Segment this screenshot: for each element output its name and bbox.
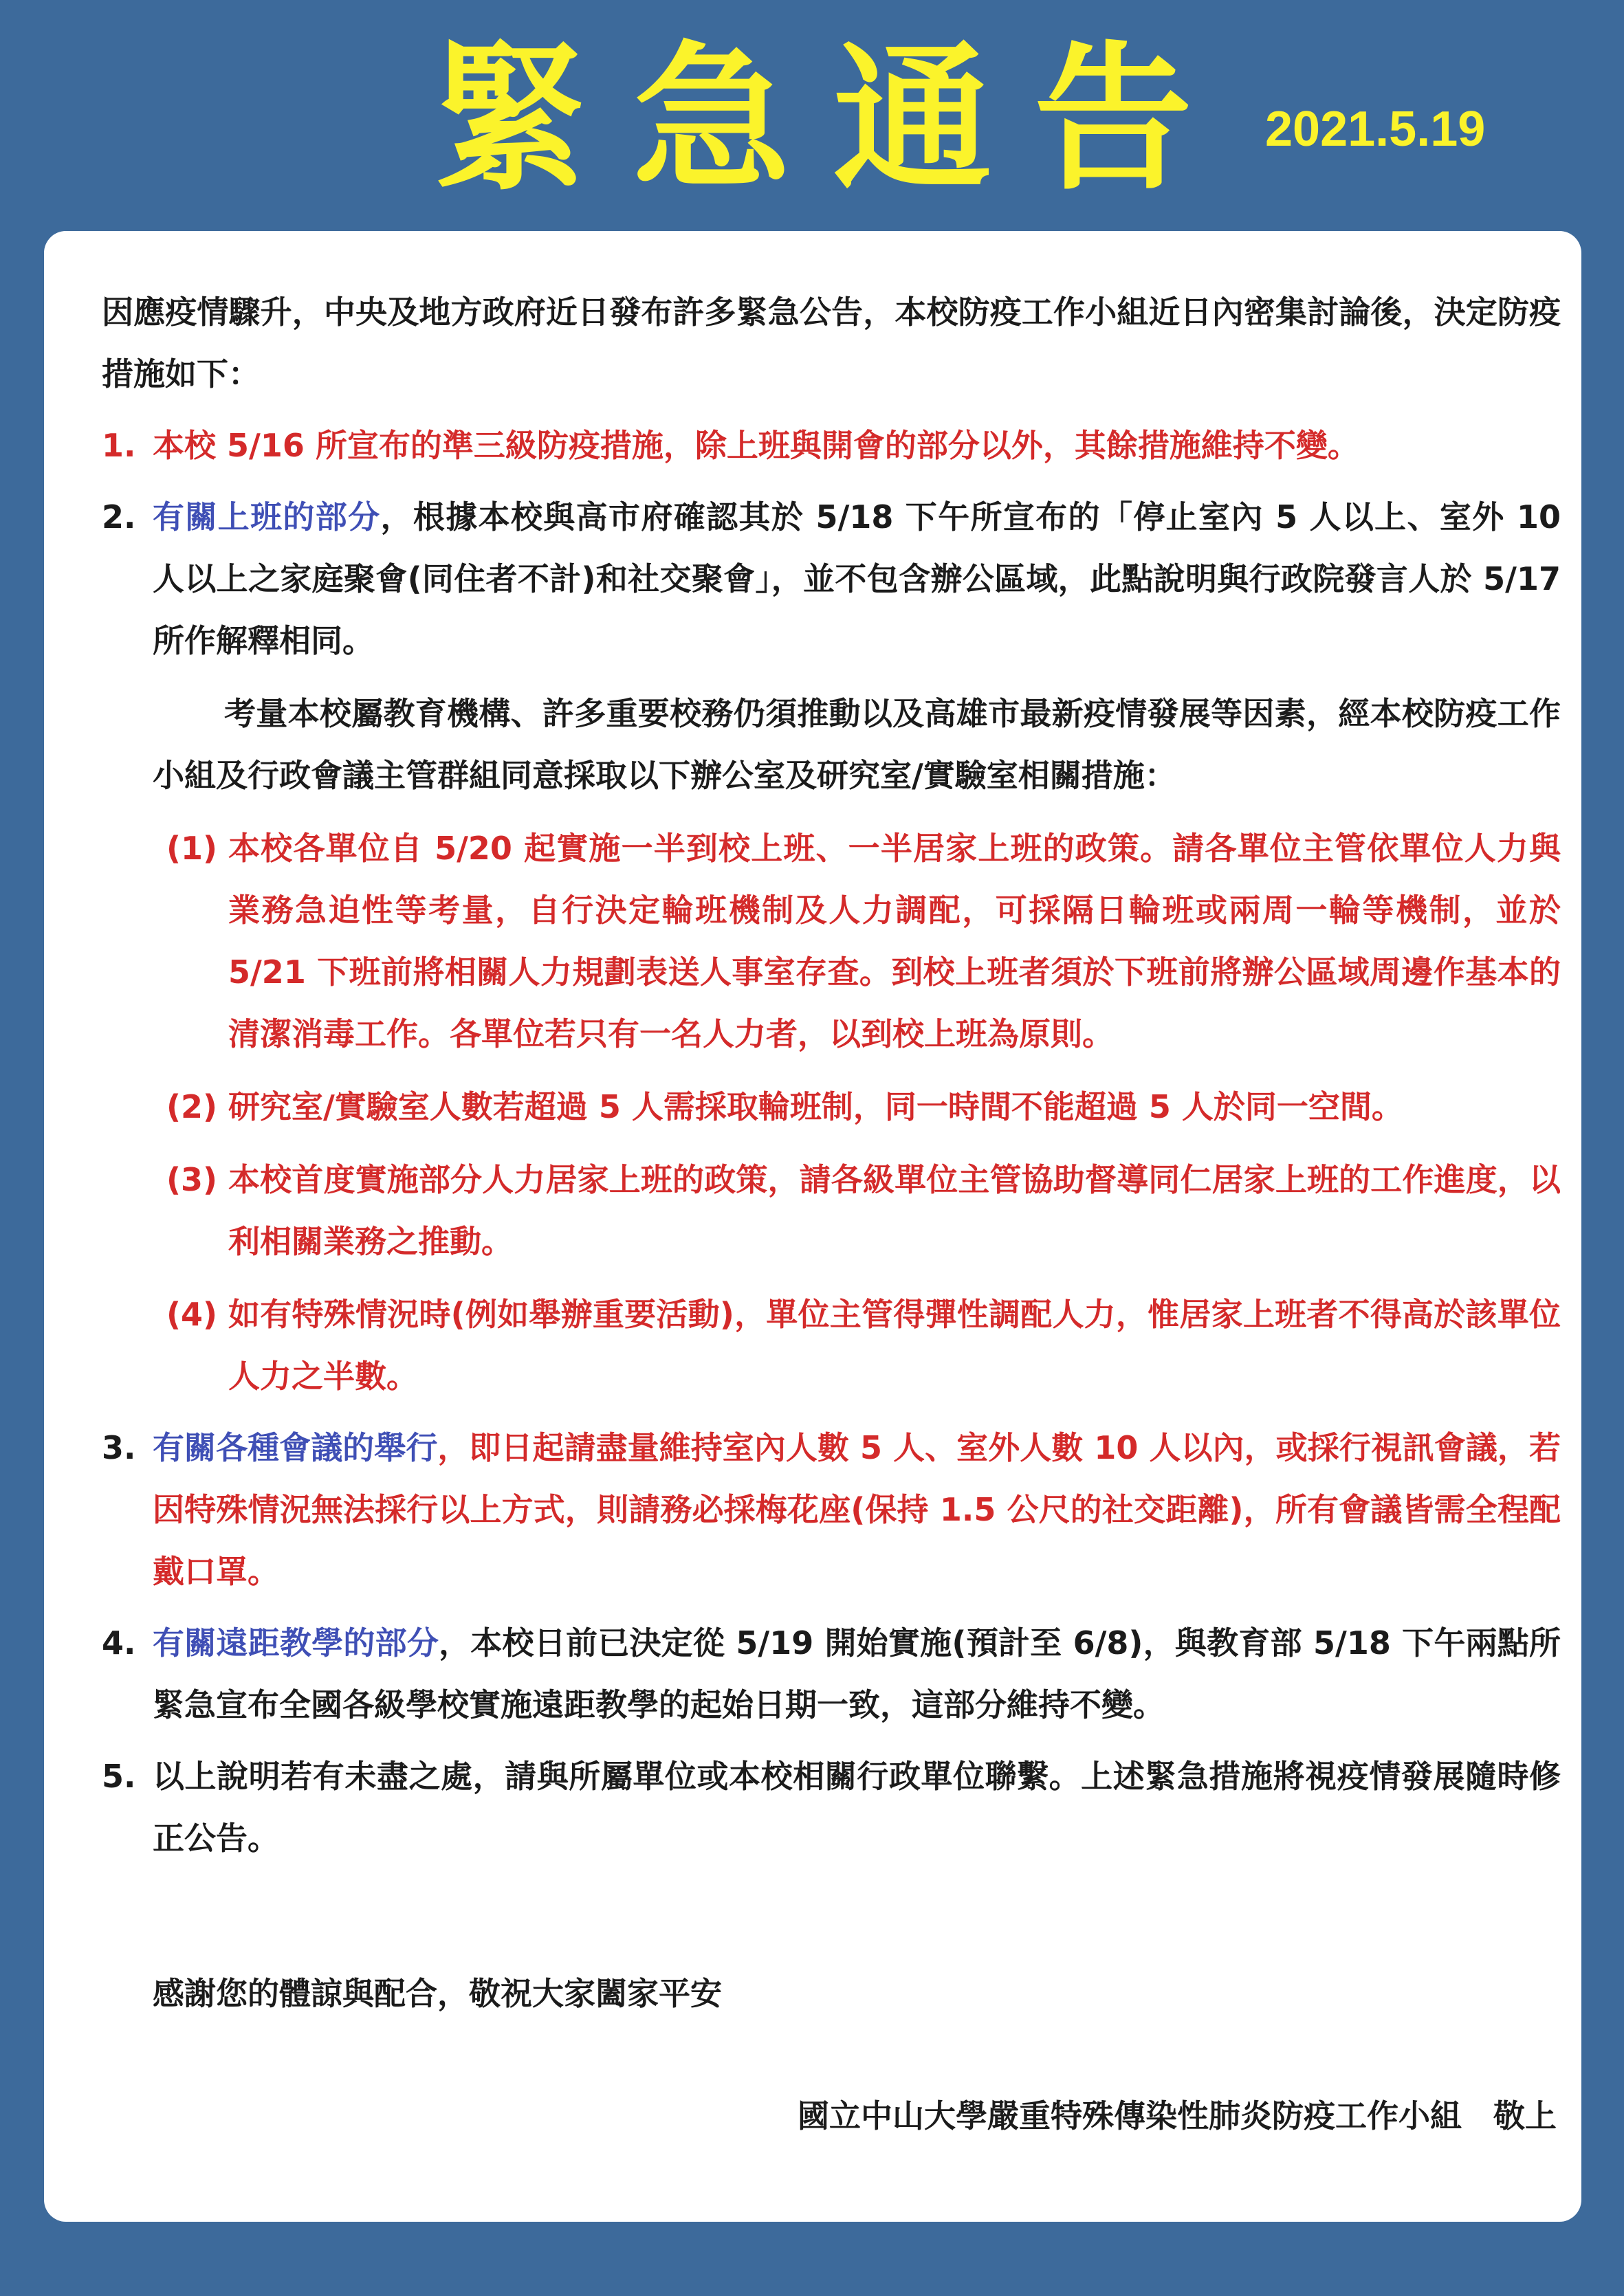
item-number: 4. <box>102 1624 136 1662</box>
sub-item-number: (3) <box>166 1161 218 1198</box>
item-body <box>153 486 1561 672</box>
sub-item-text: 如有特殊情況時(例如舉辦重要活動)，單位主管得彈性調配人力，惟居家上班者不得高於該單位人力之半數。 <box>228 1296 1561 1395</box>
notice-title: 緊急通告 <box>432 28 1235 212</box>
item-body <box>153 1417 1561 1602</box>
notice-date: 2021.5.19 <box>1265 102 1486 157</box>
sub-item-number: (2) <box>166 1088 218 1125</box>
sub-item-number: (4) <box>166 1296 218 1333</box>
sub-item-4 <box>166 1283 1561 1407</box>
item-text: 以上說明若有未盡之處，請與所屬單位或本校相關行政單位聯繫。上述緊急措施將視疫情發展隨時修正公告。 <box>153 1758 1561 1857</box>
item-lead: 有關各種會議的舉行 <box>153 1429 438 1466</box>
item-number: 5. <box>102 1758 136 1795</box>
notice-content <box>102 281 1561 2147</box>
item-number: 2. <box>102 498 136 536</box>
list-item-4 <box>102 1612 1561 1736</box>
list-item-5 <box>102 1745 1561 1869</box>
item-number: 1. <box>102 427 136 464</box>
item-number: 3. <box>102 1429 136 1466</box>
sub-item-2 <box>166 1076 1561 1138</box>
signature: 國立中山大學嚴重特殊傳染性肺炎防疫工作小組 敬上 <box>798 2097 1557 2134</box>
sub-item-text: 研究室/實驗室人數若超過 5 人需採取輪班制，同一時間不能超過 5 人於同一空間。 <box>228 1088 1403 1125</box>
sub-item-number: (1) <box>166 830 218 867</box>
sub-item-text: 本校首度實施部分人力居家上班的政策，請各級單位主管協助督導同仁居家上班的工作進度，以利相關業務之推動。 <box>228 1161 1561 1260</box>
item-body <box>153 1612 1561 1736</box>
list-item-2 <box>102 486 1561 672</box>
list-item-3 <box>102 1417 1561 1602</box>
item-text: 本校 5/16 所宣布的準三級防疫措施，除上班與開會的部分以外，其餘措施維持不變。 <box>153 427 1359 464</box>
intro-paragraph: 因應疫情驟升，中央及地方政府近日發布許多緊急公告，本校防疫工作小組近日內密集討論後，決定防疫措施如下： <box>102 294 1561 393</box>
item-lead: 有關上班的部分 <box>153 498 381 536</box>
sub-item-text: 本校各單位自 5/20 起實施一半到校上班、一半居家上班的政策。請各單位主管依單位人力與業務急迫性等考量，自行決定輪班機制及人力調配，可採隔日輪班或兩周一輪等機制，並於 5/21 下班前將相關人力規劃表送人事室存查。到校上班者須於下班前將辦公區域周邊作基本的清潔消毒工作。各單位若只有一名人力者，以到校上班為原則。 <box>228 830 1561 1052</box>
notice-card <box>44 231 1581 2222</box>
measures-paragraph: 考量本校屬教育機構、許多重要校務仍須推動以及高雄市最新疫情發展等因素，經本校防疫工作小組及行政會議主管群組同意採取以下辦公室及研究室/實驗室相關措施： <box>153 695 1561 794</box>
sub-item-3 <box>166 1149 1561 1272</box>
item-text: ，根據本校與高市府確認其於 5/18 下午所宣布的「停止室內 5 人以上、室外 10 人以上之家庭聚會(同住者不計)和社交聚會」，並不包含辦公區域，此點說明與行政院發言人於 5/17 所作解釋相同。 <box>153 498 1561 659</box>
closing-text: 感謝您的體諒與配合，敬祝大家闔家平安 <box>153 1975 722 2012</box>
list-item-1 <box>102 415 1561 476</box>
item-text: ，即日起請盡量維持室內人數 5 人、室外人數 10 人以內，或採行視訊會議，若因特殊情況無法採行以上方式，則請務必採梅花座(保持 1.5 公尺的社交距離)，所有會議皆需全程配戴口罩。 <box>153 1429 1561 1590</box>
item-lead: 有關遠距教學的部分 <box>153 1624 439 1662</box>
sub-item-1 <box>166 817 1561 1065</box>
item-text: ，本校日前已決定從 5/19 開始實施(預計至 6/8)，與教育部 5/18 下午兩點所緊急宣布全國各級學校實施遠距教學的起始日期一致，這部分維持不變。 <box>153 1624 1561 1723</box>
